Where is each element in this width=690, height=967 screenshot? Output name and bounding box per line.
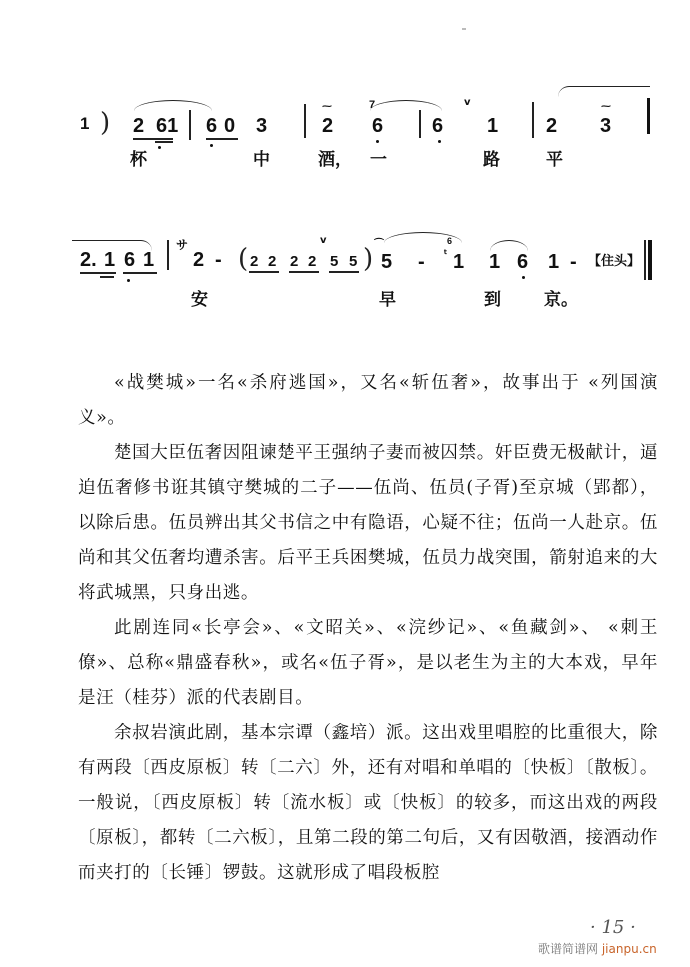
watermark-url: jianpu.cn	[601, 942, 657, 956]
lyric: 京。	[544, 290, 578, 310]
lyric: 酒，	[318, 150, 352, 170]
note: 5	[349, 253, 358, 270]
score-line-2	[0, 0, 690, 320]
beam-line	[100, 276, 114, 278]
note: 1	[487, 115, 499, 137]
note: 6	[432, 115, 444, 137]
open-paren: (	[238, 244, 249, 274]
scan-speck	[462, 28, 466, 30]
slur	[490, 240, 528, 251]
note: 3	[256, 115, 268, 137]
note: 1	[143, 249, 155, 271]
breath-mark: v	[464, 97, 471, 108]
note: 6	[124, 249, 136, 271]
grace-note: 6	[447, 236, 453, 246]
note: 1	[548, 251, 560, 273]
ending-mark: 【住头】	[588, 254, 641, 269]
note: 1	[489, 251, 501, 273]
note: 1	[104, 249, 116, 271]
body-text	[78, 366, 658, 891]
note: 6	[517, 251, 529, 273]
lyric: 中	[253, 150, 270, 170]
lyric: 路	[483, 150, 500, 170]
final-barline-thin	[644, 240, 646, 280]
barline	[167, 240, 169, 270]
lyric: 早	[379, 290, 396, 310]
note: 2	[322, 115, 334, 137]
dash: -	[570, 251, 577, 273]
paragraph: 余叔岩演此剧，基本宗谭（鑫培）派。这出戏里唱腔的比重很大，除有两段〔西皮原板〕转〔二六〕外，还有对唱和单唱的〔快板〕〔散板〕。一般说，〔西皮原板〕转〔流水板〕或〔快板〕的较多，而这出戏的两段〔原板〕，都转〔二六板〕，且第二段的第二句后，又有因敬酒，接酒动作而夹打的〔长锤〕锣鼓。这就形成了唱段板腔	[78, 723, 658, 883]
lyric: 一	[370, 150, 387, 170]
beam-line	[80, 272, 116, 274]
note: 3	[600, 115, 612, 137]
note: 6	[372, 115, 384, 137]
note: 5	[330, 253, 339, 270]
beam-line	[289, 271, 319, 273]
paragraph: 此剧连同«长亭会»、«文昭关»、«浣纱记»、«鱼藏剑»、 «刺王僚»、总称«鼎盛春秋»，或名«伍子胥»，是以老生为主的大本戏，早年是汪（桂芬）派的代表剧目。	[78, 618, 658, 708]
lyric: 平	[546, 150, 563, 170]
note: 2	[268, 253, 277, 270]
lyric: 杯	[130, 150, 147, 170]
note: 5	[381, 251, 393, 273]
fermata-icon: ⌒	[374, 239, 384, 250]
breath-mark: v	[320, 235, 327, 246]
lyric: 安	[191, 290, 208, 310]
paragraph: «战樊城»一名«杀府逃国»，又名«斩伍奢»，故事出于 «列国演义»。	[78, 373, 658, 428]
note: 2.	[80, 249, 97, 271]
trill-ornament-icon: ⁓	[601, 101, 611, 112]
close-paren: )	[363, 244, 374, 274]
note: 0	[224, 115, 236, 137]
dash: -	[418, 251, 425, 273]
paragraph: 楚国大臣伍奢因阻谏楚平王强纳子妻而被囚禁。奸臣费无极献计，逼迫伍奢修书诳其镇守樊城的二子——伍尚、伍员(子胥)至京城（郢都），以除后患。伍员辨出其父书信之中有隐语，心疑不往；伍尚一人赴京。伍尚和其父伍奢均遭杀害。后平王兵困樊城，伍员力战突围，箭射追来的大将武城黑，只身出逃。	[78, 443, 658, 603]
note: 2	[308, 253, 317, 270]
watermark-text: 歌谱简谱网	[538, 942, 599, 956]
note: 2	[290, 253, 299, 270]
grace-note: ₜ	[444, 245, 448, 257]
score-lead-paren: )	[100, 108, 111, 138]
sanban-mark: サ	[176, 238, 189, 252]
lyric: 到	[484, 290, 501, 310]
note: 2	[250, 253, 259, 270]
low-octave-dot	[522, 276, 525, 279]
trill-ornament-icon: ⁓	[322, 101, 332, 112]
beam-line	[249, 271, 279, 273]
final-barline-thick	[648, 240, 652, 280]
note: 2	[193, 249, 205, 271]
grace-note: 7	[369, 99, 376, 111]
dash: -	[215, 249, 222, 271]
low-octave-dot	[127, 279, 130, 282]
note: 61	[156, 115, 179, 137]
note: 2	[133, 115, 145, 137]
note: 2	[546, 115, 558, 137]
note: 1	[453, 251, 465, 273]
beam-line	[329, 271, 359, 273]
page-number: · 15 ·	[590, 917, 636, 938]
watermark	[538, 940, 657, 957]
note: 6	[206, 115, 218, 137]
score-lead-number: 1	[80, 114, 90, 133]
beam-line	[123, 272, 157, 274]
